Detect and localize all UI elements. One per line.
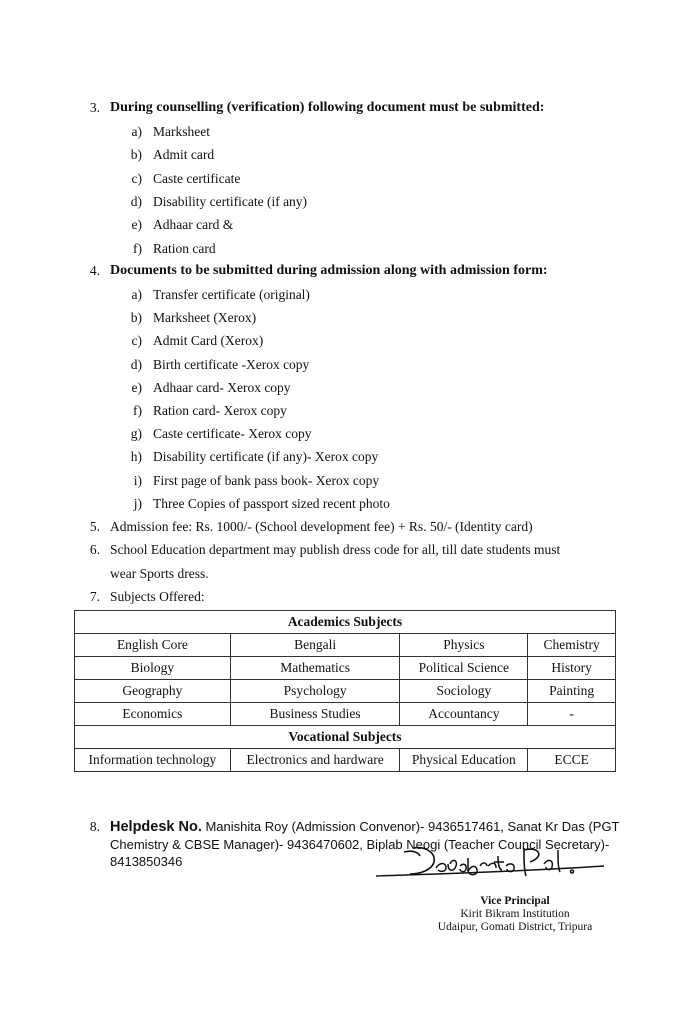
handwritten-signature (374, 838, 614, 888)
section-number: 7. (89, 589, 100, 604)
section-number: 6. (89, 542, 100, 557)
vocational-header-row (75, 726, 616, 749)
table-cell: ECCE (528, 749, 616, 772)
list-item-letter: d) (130, 193, 142, 209)
list-item-letter: a) (131, 124, 142, 139)
list-item-text: Birth certificate -Xerox copy (153, 356, 310, 372)
list-item-letter: c) (131, 333, 142, 349)
academic-header-row (75, 611, 616, 634)
section-3-heading: During counselling (verification) following document must be submitted: (110, 100, 545, 115)
list-item-text: Marksheet (153, 124, 210, 139)
academic-subjects-header: Academics Subjects (75, 611, 616, 634)
list-item-letter: f) (133, 240, 142, 256)
list-item-letter: a) (131, 287, 142, 302)
list-item-text: Transfer certificate (original) (153, 287, 310, 302)
table-cell: Geography (75, 680, 231, 703)
signatory-title: Vice Principal (480, 895, 550, 907)
list-item-text: Three Copies of passport sized recent photo (153, 495, 390, 511)
table-cell: - (528, 703, 616, 726)
table-cell: Sociology (400, 680, 528, 703)
table-cell: Mathematics (230, 657, 400, 680)
vocational-row (75, 749, 616, 772)
table-cell: History (528, 657, 616, 680)
admission-fee-text: Admission fee: Rs. 1000/- (School development fee) + Rs. 50/- (Identity card) (110, 519, 533, 534)
table-row (75, 634, 616, 657)
signatory-block (415, 895, 615, 934)
table-cell: Psychology (230, 680, 400, 703)
list-item-text: Admit Card (Xerox) (153, 333, 264, 349)
list-item-letter: g) (130, 426, 142, 442)
vocational-subjects-header: Vocational Subjects (75, 726, 616, 749)
table-cell: Accountancy (400, 703, 528, 726)
section-number: 4. (89, 263, 100, 278)
table-row (75, 680, 616, 703)
table-cell: Physical Education (400, 749, 528, 772)
dress-code-text-line2: wear Sports dress. (110, 566, 209, 581)
table-cell: Political Science (400, 657, 528, 680)
subjects-table (74, 610, 616, 772)
list-item-text: Disability certificate (if any)- Xerox copy (153, 449, 379, 465)
list-item-letter: d) (130, 356, 142, 372)
list-item-letter: f) (133, 403, 142, 418)
list-item-letter: i) (133, 472, 142, 488)
list-item-text: Admit card (153, 147, 215, 163)
subjects-offered-label: Subjects Offered: (110, 589, 205, 604)
helpdesk-label: Helpdesk No. (110, 819, 202, 835)
helpdesk-line2: Chemistry & CBSE Manager)- 9436470602, Biplab Neogi (Teacher Council Secretary)- (110, 837, 610, 852)
list-item-text: Disability certificate (if any) (153, 193, 308, 209)
section-number: 5. (89, 519, 100, 534)
list-item-letter: j) (133, 495, 142, 511)
list-item-letter: e) (131, 217, 142, 233)
table-cell: Business Studies (230, 703, 400, 726)
list-item-text: Marksheet (Xerox) (153, 310, 257, 326)
list-item-text: Caste certificate- Xerox copy (153, 426, 312, 442)
section-number: 3. (89, 100, 100, 115)
table-row (75, 703, 616, 726)
list-item-letter: b) (130, 147, 142, 163)
table-cell: Electronics and hardware (230, 749, 400, 772)
table-cell: Bengali (230, 634, 400, 657)
list-item-letter: e) (131, 379, 142, 395)
table-cell: Information technology (75, 749, 231, 772)
list-item-text: Ration card (153, 240, 216, 256)
list-item-letter: b) (130, 310, 142, 326)
list-item-letter: c) (131, 170, 142, 186)
table-cell: English Core (75, 634, 231, 657)
helpdesk-line1: Manishita Roy (Admission Convenor)- 9436517461, Sanat Kr Das (PGT (201, 819, 620, 834)
table-cell: Economics (75, 703, 231, 726)
table-cell: Painting (528, 680, 616, 703)
dress-code-text-line1: School Education department may publish dress code for all, till date students must (110, 542, 561, 557)
table-cell: Chemistry (528, 634, 616, 657)
section-4-heading: Documents to be submitted during admission along with admission form: (110, 263, 548, 278)
list-item-text: Ration card- Xerox copy (153, 403, 287, 418)
list-item-letter: h) (130, 449, 142, 465)
helpdesk-line3: 8413850346 (110, 854, 183, 869)
signatory-address: Udaipur, Gomati District, Tripura (437, 921, 593, 933)
list-item-text: First page of bank pass book- Xerox copy (153, 472, 380, 488)
table-cell: Physics (400, 634, 528, 657)
table-cell: Biology (75, 657, 231, 680)
list-item-text: Adhaar card & (153, 217, 234, 233)
section-number: 8. (89, 819, 100, 834)
list-item-text: Caste certificate (153, 170, 241, 186)
academic-rows (75, 634, 616, 726)
table-row (75, 657, 616, 680)
signatory-institution: Kirit Bikram Institution (460, 908, 570, 920)
list-item-text: Adhaar card- Xerox copy (153, 379, 291, 395)
